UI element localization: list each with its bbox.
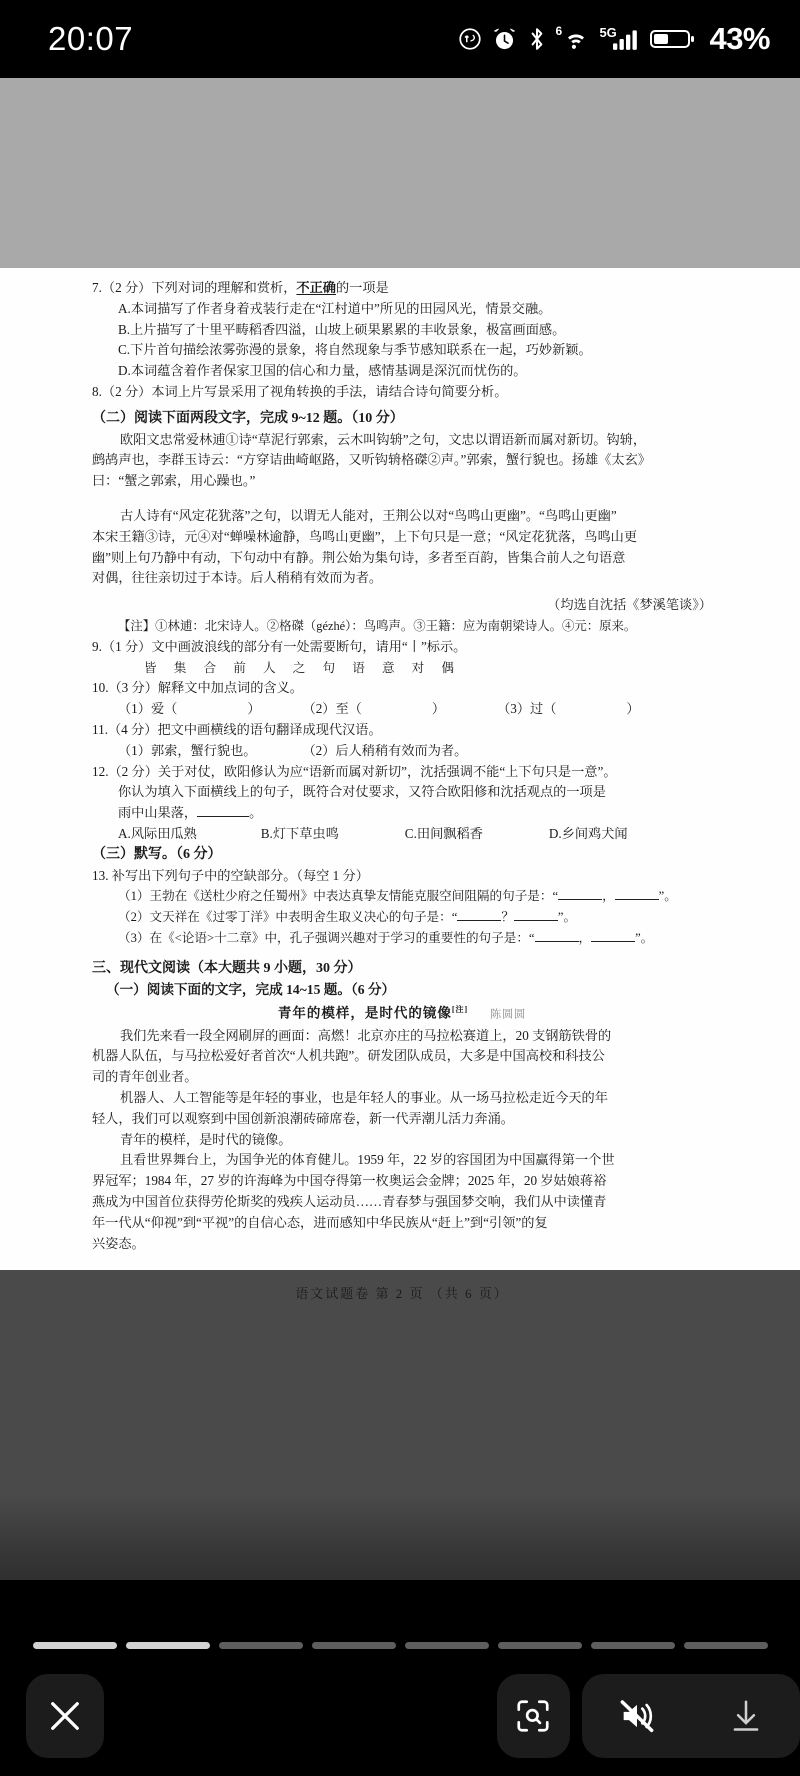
question-13-item [92,886,712,907]
cellular-signal-icon [599,26,641,52]
answer-blank [535,941,579,942]
passage-footnotes: 【注】①林逋：北宋诗人。②格磔（gézhé）：鸟鸣声。③王籍：应为南朝梁诗人。④元：原来。 [118,618,637,633]
article-paragraph-line: 司的青年创业者。 [92,1069,198,1085]
question-11-item: （2）后人稍稍有效而为者。 [302,742,468,758]
question-7-option: B.上片描写了十里平畴稻香四溢，山坡上硕果累累的丰收景象，极富画面感。 [118,321,566,337]
viewer-bottom-band [0,1270,800,1580]
question-12-line-1: 12.（2 分）关于对仗，欧阳修认为应“语新而属对新切”，沈括强调不能“上下句只是一意”。 [92,763,617,779]
question-7-option: A.本词描写了作者身着戎装行走在“江村道中”所见的田园风光，情景交融。 [118,300,552,316]
status-bar [0,0,800,78]
question-10-item: （3）过（ [497,701,557,717]
passage-two-line: 本宋王籍③诗，元④对“蝉噪林逾静，鸟鸣山更幽”，上下句只是一意；“风定花犹落，鸟鸣山更 [92,528,638,544]
question-12-option: C.田间飘稻香 [404,825,483,841]
passage-one-line: 欧阳文忠常爱林逋①诗“草泥行郭索，云木叫钩辀”之句，文忠以谓语新而属对新切。钩辀， [120,431,647,447]
battery-icon [650,26,696,52]
q13-item-prefix: （3）在《<论语>十二章》中，孔子强调兴趣对于学习的重要性的句子是：“ [118,930,535,945]
download-button[interactable] [691,1674,800,1758]
page-indicator-segment[interactable] [126,1642,210,1649]
part-one-subheading: （一）阅读下面的文字，完成 14~15 题。（6 分） [106,981,396,997]
passage-two-line: 古人诗有“风定花犹落”之句，以谓无人能对，王荆公以对“鸟鸣山更幽”。“鸟鸣山更幽” [120,507,617,523]
status-icon-group [457,21,770,57]
close-button[interactable] [26,1674,104,1758]
wifi-icon [557,26,590,52]
article-title: 青年的模样，是时代的镜像 [277,1005,452,1021]
question-7-stem-prefix: 7.（2 分）下列对词的理解和赏析， [92,280,297,295]
article-paragraph-line: 青年的模样，是时代的镜像。 [120,1131,292,1147]
page-indicator-segment[interactable] [405,1642,489,1649]
passage-two-line: 幽”则上句乃静中有动，下句动中有静。荆公始为集句诗，多者至百韵，皆集合前人之句语意 [92,549,626,565]
article-paragraph-line: 年一代从“仰视”到“平视”的自信心态，进而感知中华民族从“赶上”到“引领”的复 [92,1214,548,1230]
question-9: 9.（1 分）文中画波浪线的部分有一处需要断句，请用“丨”标示。 [92,638,467,654]
viewer-top-band [0,78,800,268]
article-paragraph-line: 机器人、人工智能等是年轻的事业，也是年轻人的事业。从一场马拉松走近今天的年 [120,1089,608,1105]
question-7-option: C.下片首句描绘浓雾弥漫的景象，将自然现象与季节感知联系在一起，巧妙新颖。 [118,342,592,358]
article-paragraph-line: 界冠军；1984 年，27 岁的许海峰为中国夺得第一枚奥运会金牌；2025 年，20 岁姑娘蒋裕 [92,1173,607,1189]
answer-blank [514,920,558,921]
volume-mute-icon [617,1696,657,1736]
article-title-footnote-mark: [注] [451,1005,469,1015]
article-paragraph-line: 且看世界舞台上，为国争光的体育健儿。1959 年，22 岁的容国团为中国赢得第一个世 [120,1152,615,1168]
question-11: 11.（4 分）把文中画横线的语句翻译成现代汉语。 [92,721,382,737]
media-controls-group [582,1674,800,1758]
alarm-icon [492,27,517,52]
answer-blank [197,816,249,817]
question-7-emphasis: 不正确 [296,280,336,295]
question-10-items: （1）爱（ ） （2）至（ ） （3）过（ ） [118,701,640,717]
question-7-option: D.本词蕴含着作者保家卫国的信心和力量，感情基调是深沉而忧伤的。 [118,363,527,379]
section-three-dictation-heading: （三）默写。（6 分） [92,846,222,862]
question-12-line-2: 你认为填入下面横线上的句子，既符合对仗要求，又符合欧阳修和沈括观点的一项是 [118,784,606,800]
scanned-exam-page[interactable] [0,268,800,1302]
article-paragraph-line: 机器人队伍，与马拉松爱好者首次“人机共跑”。研发团队成员，大多是中国高校和科技公 [92,1048,605,1064]
mute-button[interactable] [582,1674,691,1758]
question-12-option: D.乡间鸡犬闻 [548,825,628,841]
answer-blank [591,941,635,942]
article-paragraph-line: 兴姿态。 [92,1235,145,1251]
network-type-label: 5G [599,25,617,40]
page-indicator-segment[interactable] [219,1642,303,1649]
question-7-stem [92,278,712,299]
image-viewer[interactable] [0,78,800,1656]
status-clock: 20:07 [48,20,134,57]
lens-scan-icon [514,1697,552,1735]
article-title-line [92,1000,712,1025]
q13-item-post: ”。 [557,910,577,925]
q13-item-mid: ？ [501,910,514,925]
question-11-item: （1）郭索，蟹行貌也。 [118,742,257,758]
close-icon [44,1695,86,1737]
q13-item-mid: ， [578,930,592,945]
bluetooth-icon [526,26,548,52]
data-saver-icon [457,26,483,52]
q13-item-post: ”。 [658,889,677,904]
section-two-heading: （二）阅读下面两段文字，完成 9~12 题。（10 分） [92,410,404,426]
q13-item-mid: ， [602,889,615,904]
q13-item-prefix: （2）文天祥在《过零丁洋》中表明舍生取义决心的句子是：“ [118,910,458,925]
question-12-fill-prefix: 雨中山果落， [118,805,198,821]
question-13-item [92,928,712,949]
part-three-heading: 三、现代文阅读（本大题共 9 小题，30 分） [92,960,362,976]
question-13: 13. 补写出下列句子中的空缺部分。（每空 1 分） [92,867,369,883]
download-icon [727,1697,765,1735]
question-13-item [92,907,712,928]
page-indicator-segment[interactable] [312,1642,396,1649]
battery-percent-label: 43% [709,21,770,56]
passage-source-note: （均选自沈括《梦溪笔谈》） [547,597,712,613]
question-12-fill-suffix: 。 [249,805,263,821]
question-12-fill-line [92,803,712,824]
answer-blank [558,899,602,900]
article-paragraph-line: 我们先来看一段全网刷屏的画面：高燃！北京亦庄的马拉松赛道上，20 支钢筋铁骨的 [120,1027,612,1043]
question-10: 10.（3 分）解释文中加点词的含义。 [92,680,303,696]
bottom-action-bar [0,1656,800,1776]
answer-blank [615,899,659,900]
question-10-item: （1）爱（ [118,701,178,717]
page-indicator-segment[interactable] [684,1642,768,1649]
question-12-option: B.灯下草虫鸣 [260,825,339,841]
page-indicator[interactable] [0,1630,800,1656]
wifi-generation-label: 6 [555,24,563,38]
question-10-item: （2）至（ [302,701,362,717]
question-9-sentence: 皆 集 合 前 人 之 句 语 意 对 偶 [144,660,462,675]
answer-blank [457,920,501,921]
article-author: 陈圆圆 [490,1008,527,1021]
page-indicator-segment[interactable] [33,1642,117,1649]
passage-two-line: 对偶，往往亲切过于本诗。后人稍稍有效而为者。 [92,570,383,586]
lens-button[interactable] [497,1674,570,1758]
page-indicator-segment[interactable] [591,1642,675,1649]
passage-one-line: 鹧鸪声也，李群玉诗云：“方穿诘曲崎岖路，又听钩辀格磔②声。”郭索，蟹行貌也。扬雄《太玄》 [92,452,651,468]
question-12-options [92,824,712,845]
article-paragraph-line: 燕成为中国首位获得劳伦斯奖的残疾人运动员……青春梦与强国梦交响，我们从中读懂青 [92,1193,607,1209]
article-paragraph-line: 轻人，我们可以观察到中国创新浪潮砖碲席卷，新一代弄潮儿活力奔涌。 [92,1110,514,1126]
question-8: 8.（2 分）本词上片写景采用了视角转换的手法，请结合诗句简要分析。 [92,383,508,399]
question-11-items [92,741,712,762]
q13-item-prefix: （1）王勃在《送杜少府之任蜀州》中表达真挚友情能克服空间阻隔的句子是：“ [118,889,559,904]
page-footer: 语文试题卷 第 2 页 （共 6 页） [295,1286,509,1302]
passage-one-line: 曰：“蟹之郭索，用心躁也。” [92,473,256,489]
question-7-stem-suffix: 的一项是 [335,280,389,295]
question-12-option: A.风际田瓜熟 [118,825,197,841]
page-indicator-segment[interactable] [498,1642,582,1649]
q13-item-post: ”。 [635,930,654,945]
